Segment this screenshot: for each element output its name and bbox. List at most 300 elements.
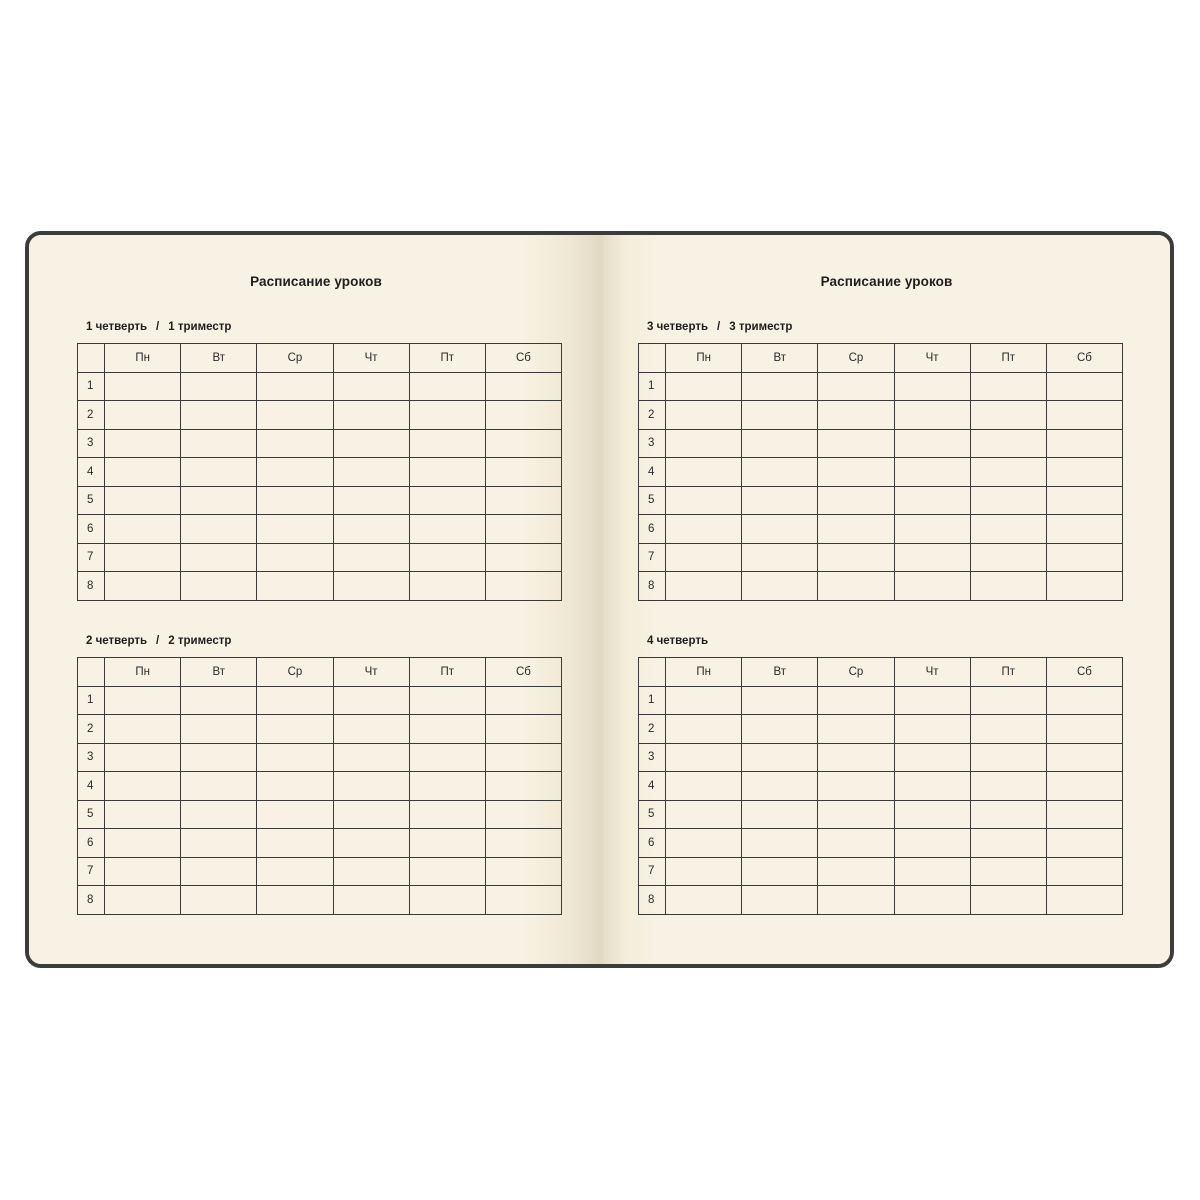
section-label [86,321,231,333]
schedule-cell[interactable] [666,715,742,744]
day-header: Сб [485,344,561,373]
lesson-row [639,857,1123,886]
lesson-row [639,458,1123,487]
lesson-row [639,515,1123,544]
day-header: Ср [818,658,894,687]
schedule-cell[interactable] [666,515,742,544]
schedule-cell[interactable] [333,743,409,772]
schedule-cell[interactable] [666,686,742,715]
schedule-cell[interactable] [742,772,818,801]
schedule-table [638,343,1123,601]
schedule-cell[interactable] [181,458,257,487]
schedule-cell[interactable] [742,886,818,915]
schedule-cell[interactable] [333,372,409,401]
schedule-cell[interactable] [970,372,1046,401]
day-header: Пн [105,344,181,373]
schedule-cell[interactable] [181,543,257,572]
schedule-cell[interactable] [970,429,1046,458]
day-header: Чт [333,658,409,687]
schedule-cell[interactable] [181,772,257,801]
lesson-number: 8 [639,886,666,915]
schedule-cell[interactable] [257,543,333,572]
lesson-number: 5 [639,800,666,829]
schedule-cell[interactable] [970,686,1046,715]
day-header: Пт [409,658,485,687]
day-header: Чт [894,658,970,687]
lesson-number: 8 [639,572,666,601]
lesson-row [639,686,1123,715]
schedule-cell[interactable] [970,458,1046,487]
schedule-cell[interactable] [666,458,742,487]
schedule-cell[interactable] [181,572,257,601]
schedule-cell[interactable] [666,886,742,915]
schedule-cell[interactable] [818,743,894,772]
schedule-cell[interactable] [818,800,894,829]
lesson-row [78,886,562,915]
schedule-cell[interactable] [970,572,1046,601]
lesson-number: 1 [639,686,666,715]
day-header: Пн [105,658,181,687]
schedule-cell[interactable] [1046,372,1122,401]
schedule-cell[interactable] [257,743,333,772]
schedule-cell[interactable] [181,800,257,829]
schedule-cell[interactable] [105,743,181,772]
schedule-cell[interactable] [105,515,181,544]
schedule-cell[interactable] [970,772,1046,801]
schedule-cell[interactable] [818,572,894,601]
schedule-cell[interactable] [1046,458,1122,487]
lesson-number: 4 [78,458,105,487]
lesson-number: 6 [639,829,666,858]
schedule-cell[interactable] [409,743,485,772]
schedule-cell[interactable] [105,715,181,744]
day-header: Сб [1046,344,1122,373]
schedule-cell[interactable] [409,686,485,715]
schedule-cell[interactable] [105,458,181,487]
schedule-cell[interactable] [666,772,742,801]
schedule-cell[interactable] [485,857,561,886]
schedule-cell[interactable] [485,715,561,744]
lesson-number: 7 [639,857,666,886]
schedule-cell[interactable] [970,401,1046,430]
schedule-cell[interactable] [257,715,333,744]
schedule-cell[interactable] [894,772,970,801]
schedule-cell[interactable] [485,572,561,601]
schedule-table [77,657,562,915]
schedule-cell[interactable] [970,486,1046,515]
schedule-cell[interactable] [894,372,970,401]
label-separator: / [156,635,160,647]
schedule-cell[interactable] [970,743,1046,772]
schedule-cell[interactable] [181,429,257,458]
schedule-cell[interactable] [1046,800,1122,829]
lesson-row [78,401,562,430]
header-row [78,344,562,373]
schedule-cell[interactable] [818,715,894,744]
day-header: Пн [666,658,742,687]
lesson-number: 4 [78,772,105,801]
schedule-cell[interactable] [970,715,1046,744]
schedule-cell[interactable] [257,857,333,886]
lesson-row [78,715,562,744]
schedule-cell[interactable] [181,372,257,401]
lesson-row [639,486,1123,515]
day-header: Сб [485,658,561,687]
schedule-cell[interactable] [105,429,181,458]
schedule-cell[interactable] [181,486,257,515]
schedule-cell[interactable] [970,886,1046,915]
schedule-cell[interactable] [409,715,485,744]
schedule-cell[interactable] [257,486,333,515]
lesson-number: 3 [639,743,666,772]
day-header: Вт [742,658,818,687]
lesson-number: 5 [78,486,105,515]
day-header: Вт [181,658,257,687]
schedule-cell[interactable] [333,886,409,915]
schedule-cell[interactable] [818,886,894,915]
lesson-number: 2 [639,401,666,430]
schedule-cell[interactable] [894,543,970,572]
day-header: Пт [409,344,485,373]
schedule-cell[interactable] [485,429,561,458]
schedule-cell[interactable] [333,772,409,801]
schedule-cell[interactable] [257,886,333,915]
schedule-cell[interactable] [485,515,561,544]
schedule-cell[interactable] [333,429,409,458]
schedule-cell[interactable] [894,800,970,829]
schedule-block-4 [638,635,1123,915]
day-header: Сб [1046,658,1122,687]
schedule-cell[interactable] [257,772,333,801]
schedule-cell[interactable] [818,401,894,430]
lesson-row [639,886,1123,915]
day-header: Пт [970,344,1046,373]
lesson-number: 1 [78,686,105,715]
schedule-cell[interactable] [409,886,485,915]
schedule-cell[interactable] [105,401,181,430]
left-page [29,235,603,964]
lesson-number: 4 [639,772,666,801]
schedule-cell[interactable] [894,715,970,744]
schedule-cell[interactable] [1046,572,1122,601]
day-header: Ср [257,658,333,687]
schedule-cell[interactable] [1046,743,1122,772]
header-row [78,658,562,687]
trimester-label: 1 триместр [168,321,232,333]
schedule-cell[interactable] [970,857,1046,886]
schedule-cell[interactable] [257,515,333,544]
day-header: Чт [894,344,970,373]
lesson-number: 1 [78,372,105,401]
schedule-cell[interactable] [666,829,742,858]
schedule-cell[interactable] [257,372,333,401]
schedule-cell[interactable] [894,686,970,715]
lesson-number: 7 [78,857,105,886]
schedule-cell[interactable] [181,829,257,858]
corner-cell [78,344,105,373]
schedule-cell[interactable] [818,486,894,515]
schedule-cell[interactable] [742,715,818,744]
schedule-cell[interactable] [257,572,333,601]
schedule-cell[interactable] [818,515,894,544]
schedule-cell[interactable] [181,686,257,715]
schedule-cell[interactable] [1046,543,1122,572]
schedule-cell[interactable] [818,458,894,487]
header-row [639,344,1123,373]
schedule-cell[interactable] [333,401,409,430]
schedule-cell[interactable] [894,829,970,858]
schedule-cell[interactable] [666,429,742,458]
schedule-cell[interactable] [742,372,818,401]
schedule-cell[interactable] [742,458,818,487]
schedule-cell[interactable] [894,401,970,430]
schedule-table [638,657,1123,915]
corner-cell [78,658,105,687]
lesson-row [78,800,562,829]
schedule-cell[interactable] [1046,857,1122,886]
schedule-cell[interactable] [485,543,561,572]
schedule-cell[interactable] [181,515,257,544]
quarter-label: 3 четверть [647,321,709,333]
day-header: Вт [742,344,818,373]
schedule-cell[interactable] [666,486,742,515]
quarter-label: 2 четверть [86,635,148,647]
schedule-cell[interactable] [742,515,818,544]
quarter-label: 1 четверть [86,321,148,333]
schedule-cell[interactable] [333,543,409,572]
schedule-cell[interactable] [1046,686,1122,715]
schedule-cell[interactable] [333,686,409,715]
schedule-cell[interactable] [485,401,561,430]
schedule-cell[interactable] [333,572,409,601]
schedule-cell[interactable] [105,857,181,886]
schedule-cell[interactable] [742,686,818,715]
schedule-cell[interactable] [409,458,485,487]
lesson-number: 4 [639,458,666,487]
lesson-number: 2 [78,401,105,430]
schedule-cell[interactable] [1046,486,1122,515]
schedule-cell[interactable] [105,686,181,715]
lesson-row [639,543,1123,572]
lesson-row [78,829,562,858]
lesson-row [78,515,562,544]
schedule-block-3 [638,321,1123,601]
schedule-cell[interactable] [1046,772,1122,801]
schedule-cell[interactable] [970,543,1046,572]
schedule-cell[interactable] [742,543,818,572]
schedule-cell[interactable] [666,401,742,430]
schedule-cell[interactable] [409,401,485,430]
trimester-label: 3 триместр [729,321,793,333]
schedule-cell[interactable] [257,829,333,858]
page-title: Расписание уроков [820,274,953,289]
section-label [86,635,231,647]
day-header: Ср [257,344,333,373]
schedule-cell[interactable] [409,429,485,458]
lesson-number: 7 [639,543,666,572]
schedule-cell[interactable] [666,543,742,572]
lesson-row [639,743,1123,772]
schedule-cell[interactable] [257,686,333,715]
lesson-row [639,572,1123,601]
corner-cell [639,344,666,373]
schedule-cell[interactable] [485,743,561,772]
label-separator: / [717,321,721,333]
schedule-cell[interactable] [1046,886,1122,915]
schedule-cell[interactable] [333,800,409,829]
schedule-cell[interactable] [257,429,333,458]
schedule-cell[interactable] [409,772,485,801]
lesson-row [78,572,562,601]
lesson-number: 6 [78,829,105,858]
schedule-cell[interactable] [105,372,181,401]
schedule-cell[interactable] [894,486,970,515]
schedule-cell[interactable] [742,829,818,858]
schedule-cell[interactable] [666,372,742,401]
schedule-cell[interactable] [181,857,257,886]
schedule-block-2 [77,635,562,915]
schedule-cell[interactable] [742,429,818,458]
schedule-cell[interactable] [818,857,894,886]
lesson-row [78,429,562,458]
schedule-cell[interactable] [666,572,742,601]
schedule-cell[interactable] [970,515,1046,544]
schedule-cell[interactable] [333,486,409,515]
page-title: Расписание уроков [250,274,382,289]
schedule-cell[interactable] [742,486,818,515]
schedule-cell[interactable] [105,543,181,572]
lesson-row [78,772,562,801]
schedule-cell[interactable] [666,857,742,886]
schedule-cell[interactable] [742,572,818,601]
schedule-block-1 [77,321,562,601]
trimester-label: 2 триместр [168,635,232,647]
schedule-table [77,343,562,601]
schedule-cell[interactable] [181,401,257,430]
schedule-cell[interactable] [818,429,894,458]
schedule-cell[interactable] [485,829,561,858]
schedule-cell[interactable] [409,800,485,829]
schedule-cell[interactable] [894,458,970,487]
day-header: Чт [333,344,409,373]
section-label [647,321,792,333]
lesson-row [78,857,562,886]
schedule-cell[interactable] [181,743,257,772]
schedule-cell[interactable] [485,886,561,915]
lesson-row [78,743,562,772]
schedule-cell[interactable] [1046,829,1122,858]
schedule-cell[interactable] [105,486,181,515]
schedule-cell[interactable] [409,515,485,544]
schedule-cell[interactable] [257,458,333,487]
schedule-cell[interactable] [409,829,485,858]
lesson-number: 3 [78,429,105,458]
schedule-cell[interactable] [742,743,818,772]
schedule-cell[interactable] [666,800,742,829]
schedule-cell[interactable] [333,458,409,487]
schedule-cell[interactable] [970,829,1046,858]
schedule-cell[interactable] [333,857,409,886]
lesson-number: 2 [78,715,105,744]
schedule-cell[interactable] [105,772,181,801]
schedule-cell[interactable] [818,372,894,401]
schedule-cell[interactable] [105,829,181,858]
lesson-row [639,829,1123,858]
schedule-cell[interactable] [485,486,561,515]
schedule-cell[interactable] [409,486,485,515]
schedule-cell[interactable] [181,886,257,915]
schedule-cell[interactable] [485,772,561,801]
schedule-cell[interactable] [105,572,181,601]
day-header: Вт [181,344,257,373]
lesson-row [78,686,562,715]
schedule-cell[interactable] [333,515,409,544]
label-separator: / [156,321,160,333]
schedule-cell[interactable] [894,857,970,886]
lesson-number: 3 [78,743,105,772]
schedule-cell[interactable] [333,829,409,858]
lesson-row [78,372,562,401]
lesson-number: 8 [78,886,105,915]
schedule-cell[interactable] [742,401,818,430]
quarter-label: 4 четверть [647,635,709,647]
schedule-cell[interactable] [333,715,409,744]
schedule-cell[interactable] [485,372,561,401]
schedule-cell[interactable] [409,857,485,886]
schedule-cell[interactable] [1046,515,1122,544]
lesson-row [639,800,1123,829]
schedule-cell[interactable] [894,886,970,915]
lesson-number: 6 [639,515,666,544]
schedule-cell[interactable] [409,572,485,601]
schedule-cell[interactable] [818,829,894,858]
schedule-cell[interactable] [105,800,181,829]
schedule-cell[interactable] [409,372,485,401]
schedule-cell[interactable] [818,543,894,572]
schedule-cell[interactable] [1046,715,1122,744]
lesson-number: 3 [639,429,666,458]
schedule-cell[interactable] [894,429,970,458]
schedule-cell[interactable] [181,715,257,744]
schedule-cell[interactable] [105,886,181,915]
schedule-cell[interactable] [818,772,894,801]
lesson-row [78,543,562,572]
schedule-cell[interactable] [894,572,970,601]
schedule-cell[interactable] [1046,401,1122,430]
lesson-row [639,401,1123,430]
schedule-cell[interactable] [666,743,742,772]
schedule-cell[interactable] [742,800,818,829]
schedule-cell[interactable] [485,686,561,715]
schedule-cell[interactable] [742,857,818,886]
schedule-cell[interactable] [818,686,894,715]
schedule-cell[interactable] [485,458,561,487]
schedule-cell[interactable] [970,800,1046,829]
schedule-cell[interactable] [894,515,970,544]
lesson-row [78,458,562,487]
section-label [647,635,708,647]
schedule-cell[interactable] [485,800,561,829]
schedule-cell[interactable] [409,543,485,572]
schedule-cell[interactable] [257,800,333,829]
schedule-cell[interactable] [257,401,333,430]
lesson-number: 6 [78,515,105,544]
lesson-number: 7 [78,543,105,572]
schedule-cell[interactable] [1046,429,1122,458]
lesson-number: 5 [78,800,105,829]
schedule-cell[interactable] [894,743,970,772]
lesson-number: 5 [639,486,666,515]
